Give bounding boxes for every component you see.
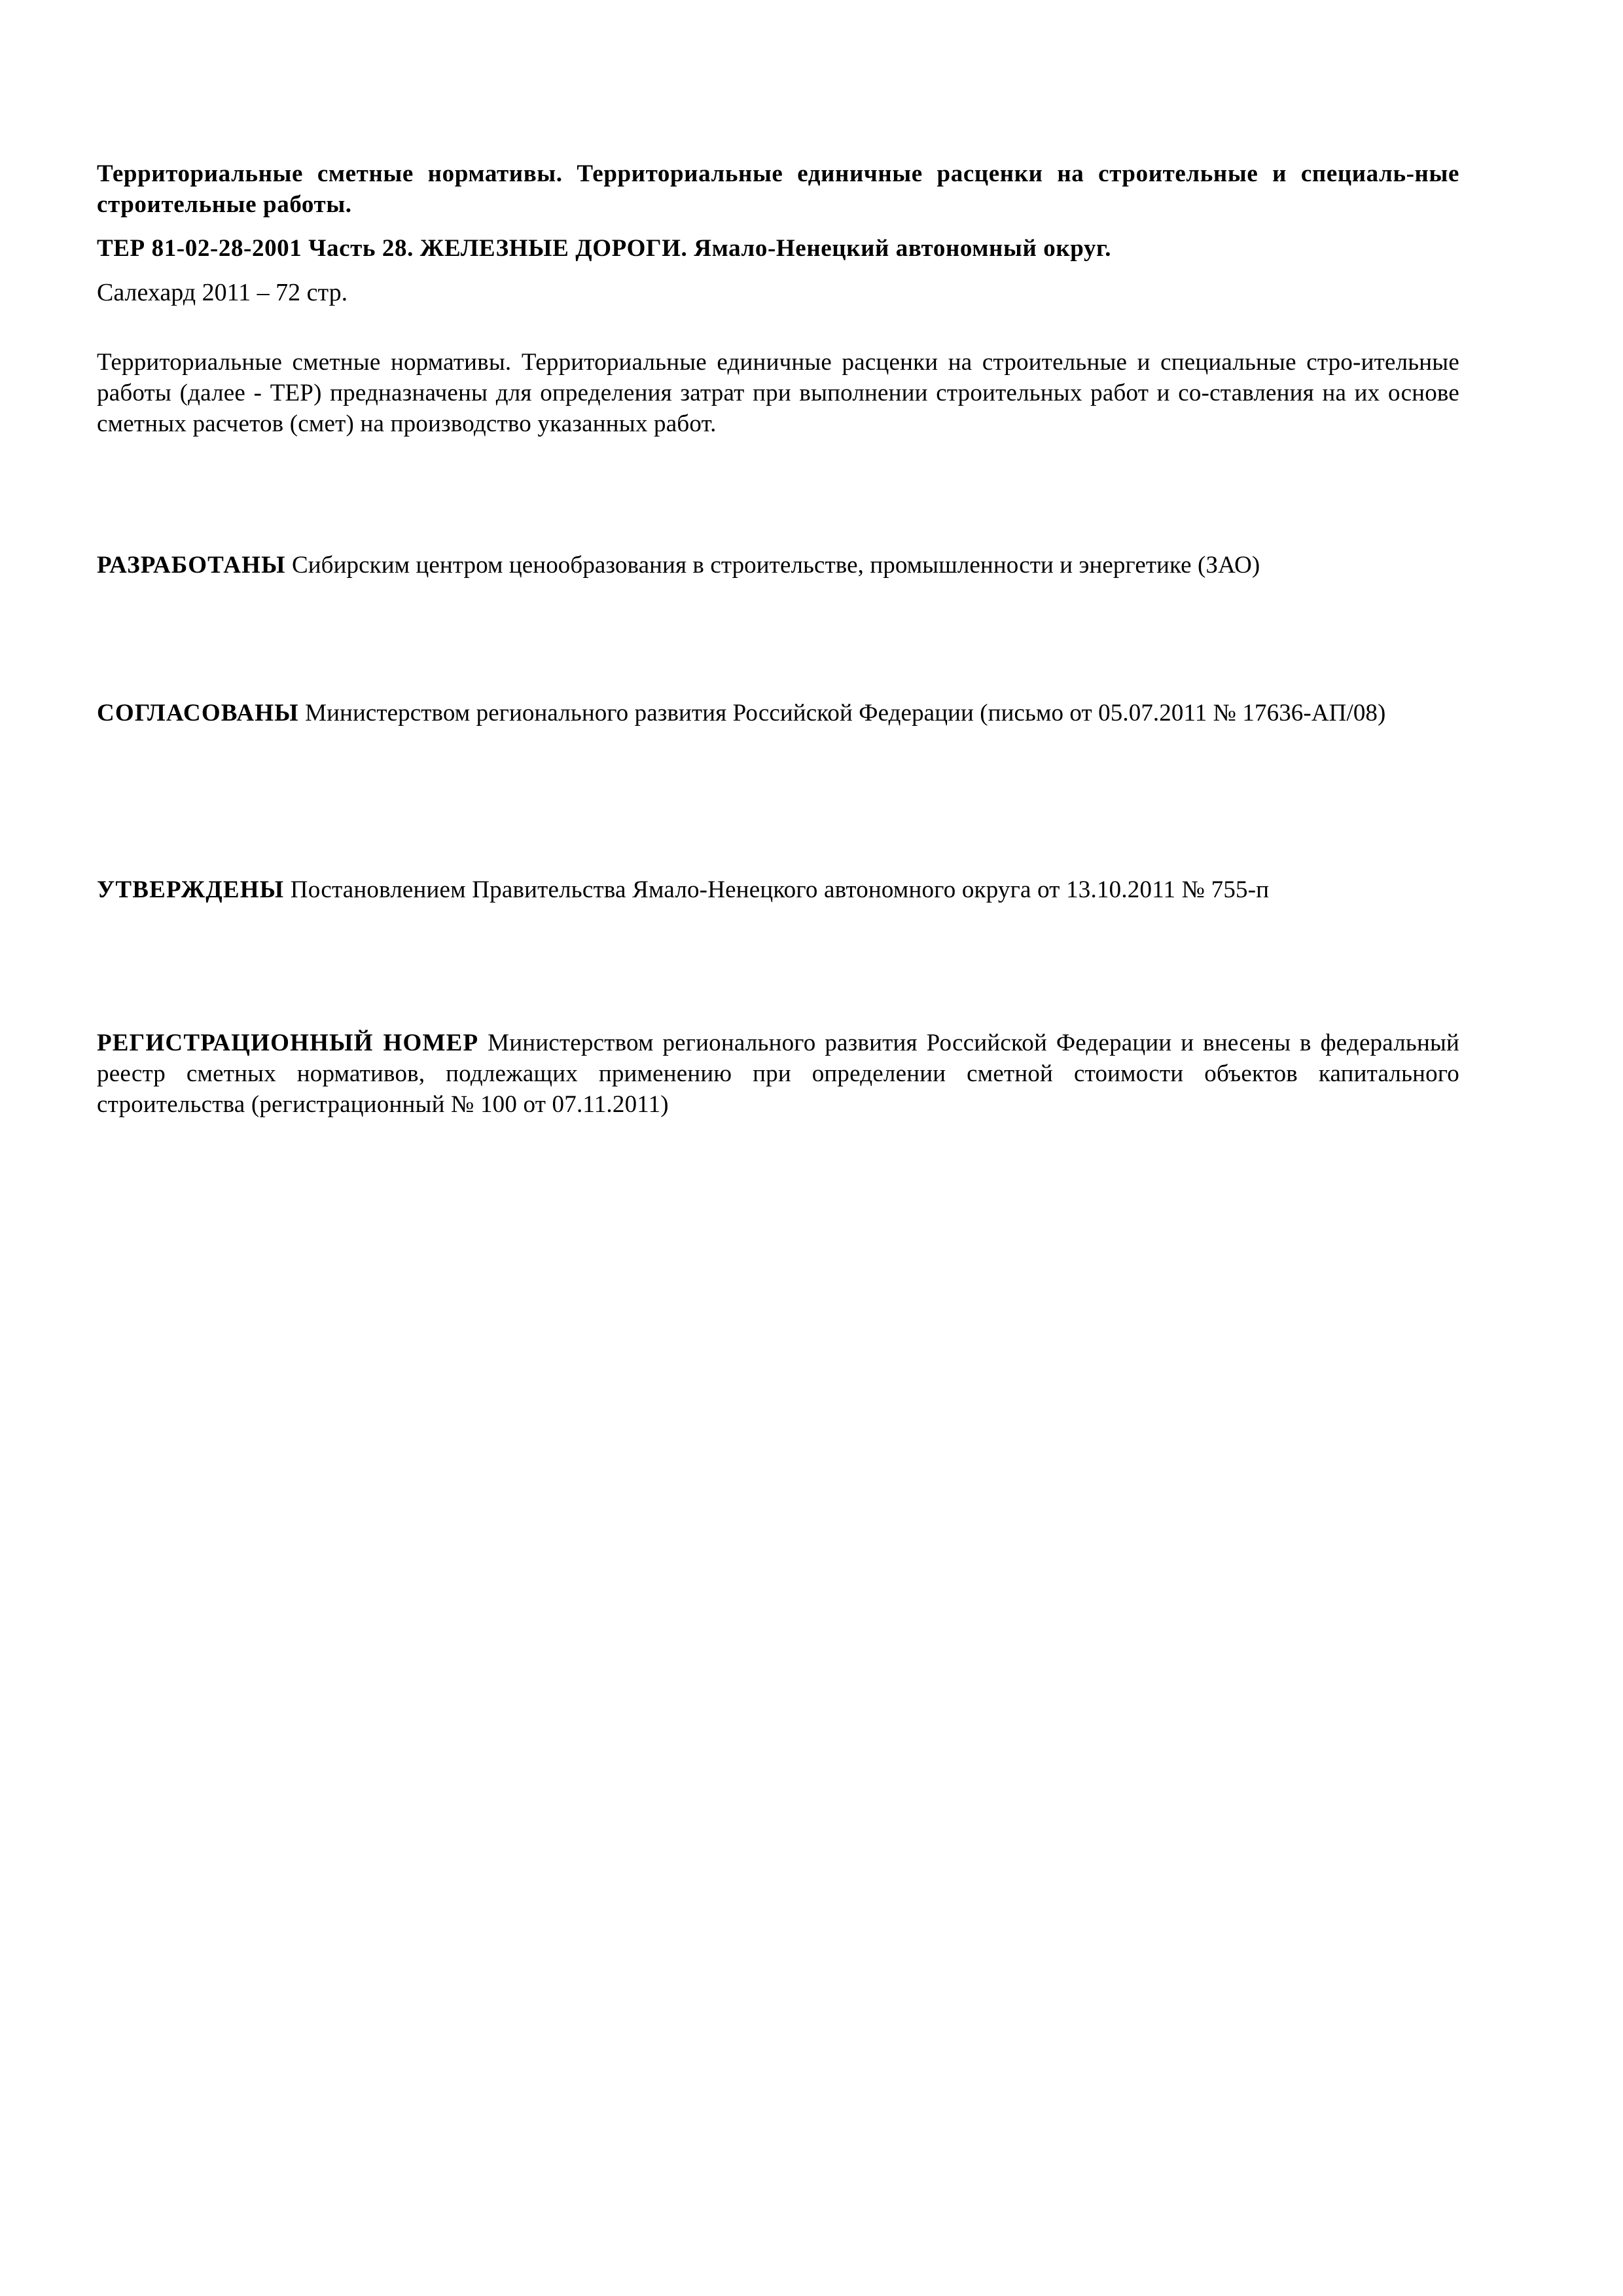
developed-section <box>97 550 1459 581</box>
registration-text: Министерством регионального развития Российской Федерации и внесены в федеральный реестр сметных нормативов, подлежащих применению при определении сметной стоимости объектов капитального строительства (регистрационный № 100 от 07.11.2011) <box>97 1030 1460 1118</box>
confirmed-text: Постановлением Правительства Ямало-Ненецкого автономного округа от 13.10.2011 № 755-п <box>284 876 1270 903</box>
developed-text: Сибирским центром ценообразования в строительстве, промышленности и энергетике (ЗАО) <box>285 552 1260 579</box>
publication-info: Салехард 2011 – 72 стр. <box>97 279 348 306</box>
confirmed-label: УТВЕРЖДЕНЫ <box>97 876 285 903</box>
approved-by-label: СОГЛАСОВАНЫ <box>97 700 299 726</box>
registration-label: РЕГИСТРАЦИОННЫЙ НОМЕР <box>97 1030 479 1056</box>
document-code-line: ТЕР 81-02-28-2001 Часть 28. ЖЕЛЕЗНЫЕ ДОРОГИ. Ямало-Ненецкий автономный округ. <box>97 235 1112 262</box>
confirmed-section <box>97 874 1459 905</box>
developed-label: РАЗРАБОТАНЫ <box>97 552 286 579</box>
approved-by-text: Министерством регионального развития Российской Федерации (письмо от 05.07.2011 № 17636-АП/08) <box>298 700 1386 726</box>
document-description: Территориальные сметные нормативы. Территориальные единичные расценки на строительные и специальные стро-ительные работы (далее - ТЕР) предназначены для определения затрат при выполнении строительных работ и со-ставления на их основе сметных расчетов (смет) на производство указанных работ. <box>97 349 1459 437</box>
registration-section <box>97 1028 1459 1120</box>
document-title: Территориальные сметные нормативы. Территориальные единичные расценки на строительные и специаль-ные строительные работы. <box>97 160 1459 218</box>
approved-by-section <box>97 698 1459 728</box>
